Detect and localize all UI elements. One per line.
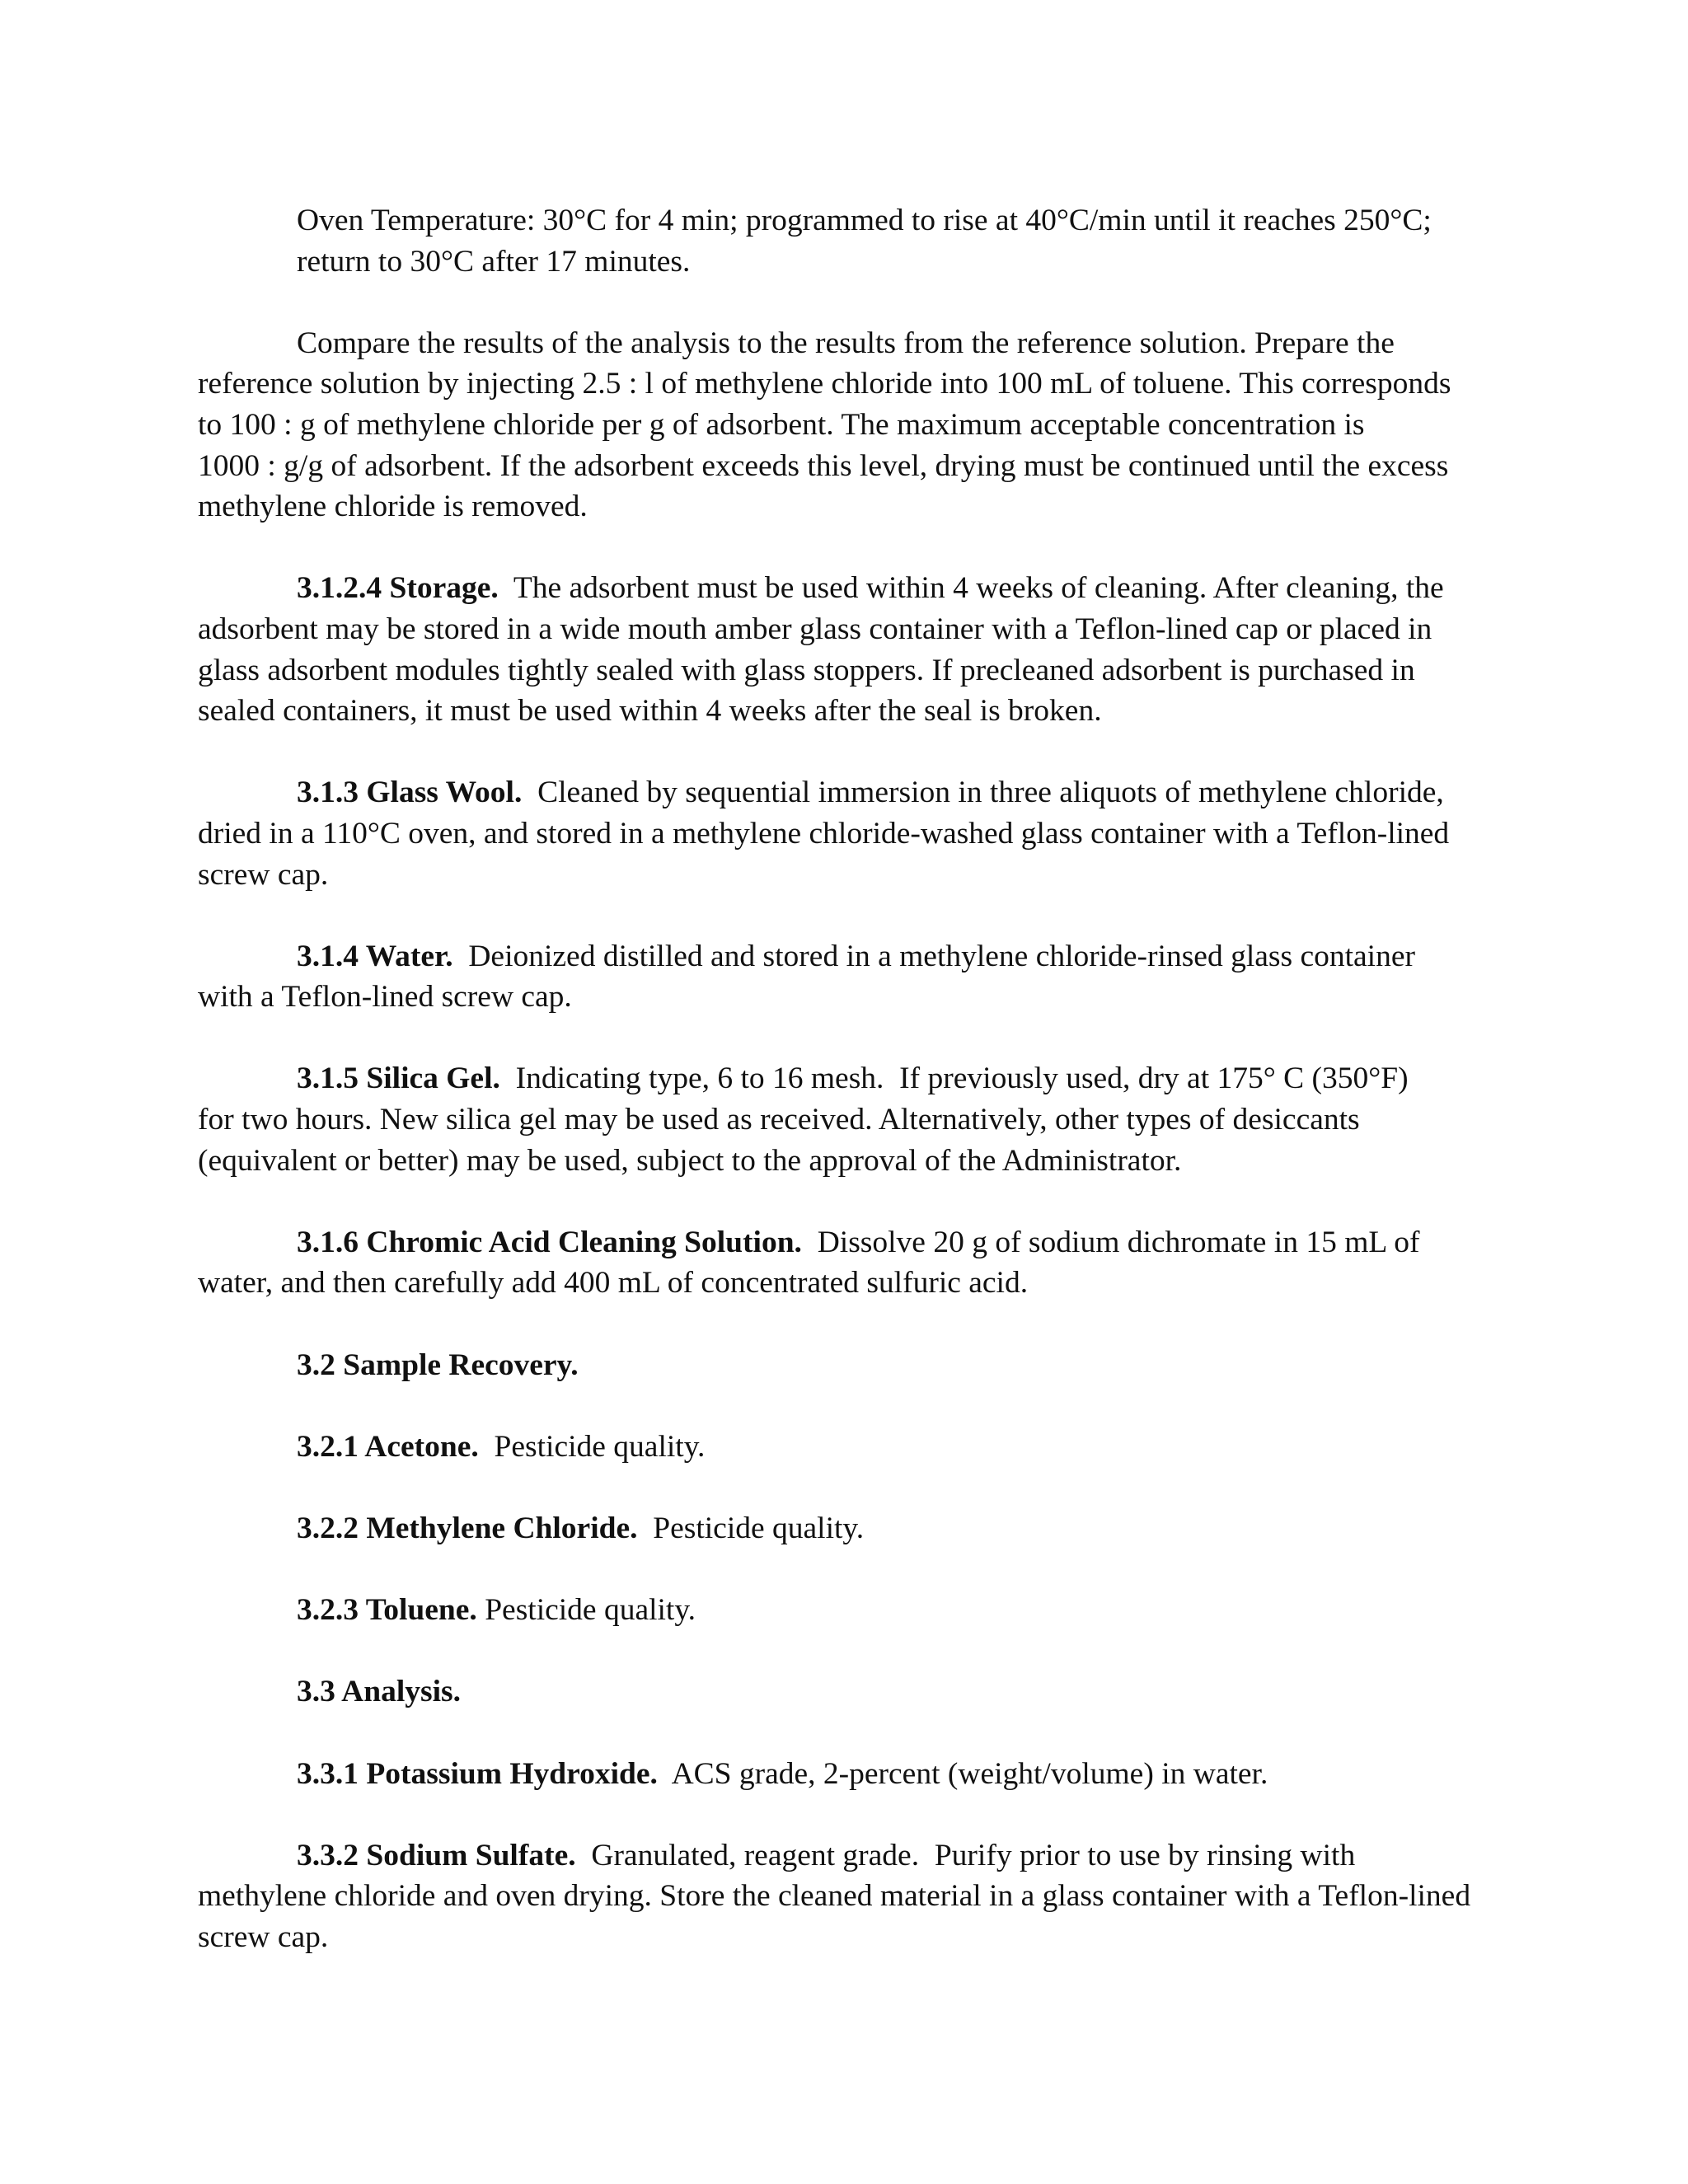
section-heading: 3.1.6 Chromic Acid Cleaning Solution. <box>297 1225 802 1259</box>
section-3-1-4-water <box>198 936 1490 1018</box>
section-heading: 3.3 Analysis. <box>297 1675 462 1709</box>
section-3-2-sample-recovery <box>198 1345 1490 1386</box>
text-line: dried in a 110°C oven, and stored in a methylene chloride-washed glass container with a Teflon-lined <box>198 816 1450 851</box>
section-3-1-6-chromic-acid <box>198 1222 1490 1304</box>
section-text: Cleaned by sequential immersion in three aliquots of methylene chloride, <box>522 776 1444 810</box>
section-heading: 3.3.2 Sodium Sulfate. <box>297 1838 576 1872</box>
section-3-1-2-4-storage <box>198 568 1490 731</box>
text-line <box>198 1754 1490 1795</box>
section-heading: 3.1.2.4 Storage. <box>297 571 499 606</box>
text-line: glass adsorbent modules tightly sealed with glass stoppers. If precleaned adsorbent is purchased in <box>198 653 1415 687</box>
section-heading: 3.2 Sample Recovery. <box>297 1347 579 1382</box>
text-line: 1000 : g/g of adsorbent. If the adsorbent exceeds this level, drying must be continued until the excess <box>198 448 1449 483</box>
section-3-1-3-glass-wool <box>198 772 1490 895</box>
section-3-3-analysis <box>198 1671 1490 1713</box>
section-text: Pesticide quality. <box>637 1511 865 1545</box>
section-text: Pesticide quality. <box>476 1593 696 1628</box>
text-line <box>198 772 1490 813</box>
text-line: with a Teflon-lined screw cap. <box>198 980 572 1015</box>
text-line: (equivalent or better) may be used, subject to the approval of the Administrator. <box>198 1143 1182 1178</box>
section-text: Indicating type, 6 to 16 mesh. If previously used, dry at 175° C (350°F) <box>499 1062 1409 1096</box>
text-line: methylene chloride is removed. <box>198 490 588 524</box>
text-line <box>198 936 1490 977</box>
text-line <box>198 1222 1490 1263</box>
section-text: The adsorbent must be used within 4 weeks of cleaning. After cleaning, the <box>498 571 1444 606</box>
text-line <box>198 1590 1490 1631</box>
text-line: water, and then carefully add 400 mL of concentrated sulfuric acid. <box>198 1266 1029 1301</box>
section-3-3-1-potassium-hydroxide <box>198 1754 1490 1795</box>
section-text: Deionized distilled and stored in a methylene chloride-rinsed glass container <box>452 939 1415 973</box>
text-line <box>198 1835 1490 1877</box>
text-line: screw cap. <box>198 857 329 892</box>
section-text: Dissolve 20 g of sodium dichromate in 15 mL of <box>801 1225 1420 1259</box>
text-line <box>198 1427 1490 1468</box>
text-line: for two hours. New silica gel may be used as received. Alternatively, other types of desiccants <box>198 1103 1360 1137</box>
text-line: to 100 : g of methylene chloride per g of adsorbent. The maximum acceptable concentration is <box>198 407 1365 442</box>
oven-temperature-paragraph <box>198 200 1490 282</box>
text-line: Compare the results of the analysis to the results from the reference solution. Prepare the <box>297 326 1395 360</box>
section-heading: 3.3.1 Potassium Hydroxide. <box>297 1756 658 1791</box>
text-line: return to 30°C after 17 minutes. <box>297 244 691 279</box>
section-heading: 3.1.5 Silica Gel. <box>297 1062 500 1096</box>
section-3-2-3-toluene <box>198 1590 1490 1631</box>
text-line <box>198 1058 1490 1099</box>
text-line: sealed containers, it must be used within 4 weeks after the seal is broken. <box>198 694 1102 729</box>
text-line: Oven Temperature: 30°C for 4 min; programmed to rise at 40°C/min until it reaches 250°C; <box>297 204 1432 237</box>
text-line: adsorbent may be stored in a wide mouth amber glass container with a Teflon-lined cap or placed in <box>198 612 1432 646</box>
text-line: screw cap. <box>198 1919 329 1954</box>
text-line: reference solution by injecting 2.5 : l of methylene chloride into 100 mL of toluene. This corresponds <box>198 367 1451 401</box>
text-line: methylene chloride and oven drying. Store the cleaned material in a glass container with a Teflon-lined <box>198 1879 1471 1914</box>
section-text: Granulated, reagent grade. Purify prior to use by rinsing with <box>575 1838 1356 1872</box>
section-3-2-1-acetone <box>198 1427 1490 1468</box>
section-3-1-5-silica-gel <box>198 1058 1490 1181</box>
section-text: ACS grade, 2-percent (weight/volume) in water. <box>657 1756 1268 1791</box>
section-heading: 3.2.2 Methylene Chloride. <box>297 1511 638 1545</box>
section-heading: 3.1.3 Glass Wool. <box>297 776 523 810</box>
reference-solution-paragraph <box>198 323 1490 527</box>
text-line <box>198 1508 1490 1549</box>
section-3-2-2-methylene-chloride <box>198 1508 1490 1549</box>
section-text: Pesticide quality. <box>478 1429 706 1464</box>
text-line <box>198 568 1490 609</box>
section-heading: 3.2.1 Acetone. <box>297 1429 479 1464</box>
section-heading: 3.1.4 Water. <box>297 939 453 973</box>
section-3-3-2-sodium-sulfate <box>198 1835 1490 1958</box>
section-heading: 3.2.3 Toluene. <box>297 1593 477 1628</box>
